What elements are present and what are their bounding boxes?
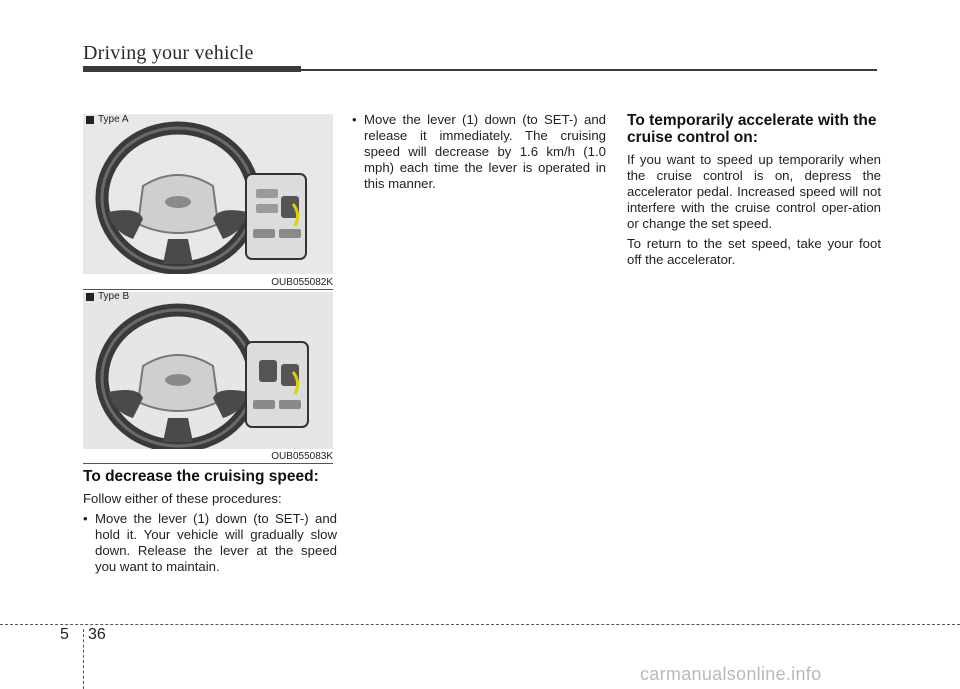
decrease-speed-bullet-hold: • Move the lever (1) down (to SET-) and hold it. Your vehicle will gradually slow down. Release the lever at the speed you want to maintain. xyxy=(83,511,337,575)
accelerate-paragraph-1: If you want to speed up temporarily when the cruise control is on, depress the accelerator pedal. Increased speed will not interfere with the cruise control oper-ation or change the set speed. xyxy=(627,152,881,231)
right-column xyxy=(627,112,881,272)
figure-b-image xyxy=(83,292,333,449)
accelerate-paragraph-2: To return to the set speed, take your foot off the accelerator. xyxy=(627,236,881,267)
accelerate-heading: To temporarily accelerate with the cruise control on: xyxy=(627,112,877,146)
figure-a-label xyxy=(86,114,129,125)
figure-b-divider xyxy=(83,463,333,464)
header-rule-thin xyxy=(301,69,877,71)
figure-a-label-text: Type A xyxy=(98,114,129,125)
decrease-speed-bullet-release: • Move the lever (1) down (to SET-) and release it immediately. The cruising speed will decrease by 1.6 km/h (1.0 mph) each time the lever is operated in this manner. xyxy=(352,112,606,192)
decrease-speed-heading: To decrease the cruising speed: xyxy=(83,468,319,485)
figure-a-image xyxy=(83,114,333,274)
header-rule-thick xyxy=(83,66,301,72)
steering-wheel-a-icon xyxy=(83,114,333,274)
figure-b-label-text: Type B xyxy=(98,291,130,302)
steering-wheel-b-icon xyxy=(83,292,333,449)
footer-dashed-rule xyxy=(0,624,960,625)
figure-a-divider xyxy=(83,289,333,290)
chapter-number: 5 xyxy=(60,626,69,643)
footer-vertical-rule xyxy=(83,629,84,689)
page-number: 36 xyxy=(88,626,106,643)
square-bullet-icon xyxy=(86,116,94,124)
page-header-title: Driving your vehicle xyxy=(83,42,254,64)
figure-b-label xyxy=(86,291,129,302)
decrease-speed-intro: Follow either of these procedures: xyxy=(83,491,282,506)
figure-b-code: OUB055083K xyxy=(271,451,333,462)
middle-column xyxy=(352,112,606,196)
figure-a-code: OUB055082K xyxy=(271,277,333,288)
watermark: carmanualsonline.info xyxy=(640,664,822,684)
left-column xyxy=(83,468,337,579)
square-bullet-icon xyxy=(86,293,94,301)
